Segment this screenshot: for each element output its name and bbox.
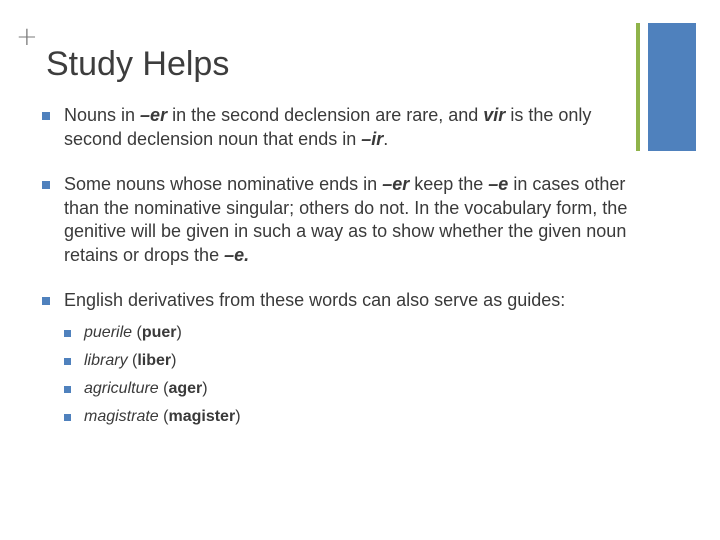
sub-bullet-list — [64, 323, 632, 427]
english-word: magistrate — [84, 407, 159, 425]
bullet-item-1 — [42, 104, 632, 151]
paren: ) — [202, 379, 208, 397]
paren: ( — [158, 407, 169, 425]
text: is the only second declension noun that ends in — [64, 105, 592, 149]
english-word: library — [84, 351, 128, 369]
emphasis: –er — [382, 174, 410, 194]
text: English derivatives from these words can also serve as guides: — [64, 290, 566, 310]
bullet-square-icon — [64, 358, 71, 365]
text: keep the — [409, 174, 489, 194]
sub-item-magistrate — [64, 407, 632, 427]
latin-word: puer — [141, 323, 177, 341]
slide-title: Study Helps — [46, 45, 230, 83]
accent-bar-green — [636, 23, 640, 151]
emphasis: –er — [140, 105, 168, 125]
paren: ( — [158, 379, 169, 397]
sub-item-agriculture — [64, 379, 632, 399]
emphasis: vir — [483, 105, 506, 125]
bullet-item-3 — [42, 289, 632, 427]
latin-word: liber — [137, 351, 172, 369]
bullet-square-icon — [64, 330, 71, 337]
text: in cases other than the nominative singular; others do not. In the vocabulary form, the genitive will be given in such a way as to show whether the given noun retains or drops the — [64, 174, 628, 265]
sub-item-library — [64, 351, 632, 371]
bullet-item-2 — [42, 173, 632, 267]
sub-item-puerile — [64, 323, 632, 343]
bullet-square-icon — [64, 414, 71, 421]
bullet-square-icon — [42, 112, 50, 120]
english-word: agriculture — [84, 379, 159, 397]
paren: ( — [132, 323, 142, 341]
emphasis: –ir — [361, 128, 384, 149]
accent-block-blue — [648, 23, 696, 151]
latin-word: ager — [168, 379, 203, 397]
paren: ) — [176, 323, 182, 341]
bullet-square-icon — [64, 386, 71, 393]
paren: ( — [127, 351, 138, 369]
english-word: puerile — [84, 323, 133, 341]
latin-word: magister — [168, 407, 236, 425]
paren: ) — [235, 407, 241, 425]
bullet-square-icon — [42, 181, 50, 189]
plus-icon: + — [16, 22, 38, 52]
text: Nouns in — [64, 105, 141, 125]
bullet-square-icon — [42, 297, 50, 305]
paren: ) — [171, 351, 177, 369]
bullet-list — [42, 104, 632, 449]
text: Some nouns whose nominative ends in — [64, 174, 383, 194]
emphasis: –e — [488, 174, 509, 194]
emphasis: –e. — [224, 244, 250, 265]
text: . — [383, 128, 389, 149]
text: in the second declension are rare, and — [167, 105, 484, 125]
